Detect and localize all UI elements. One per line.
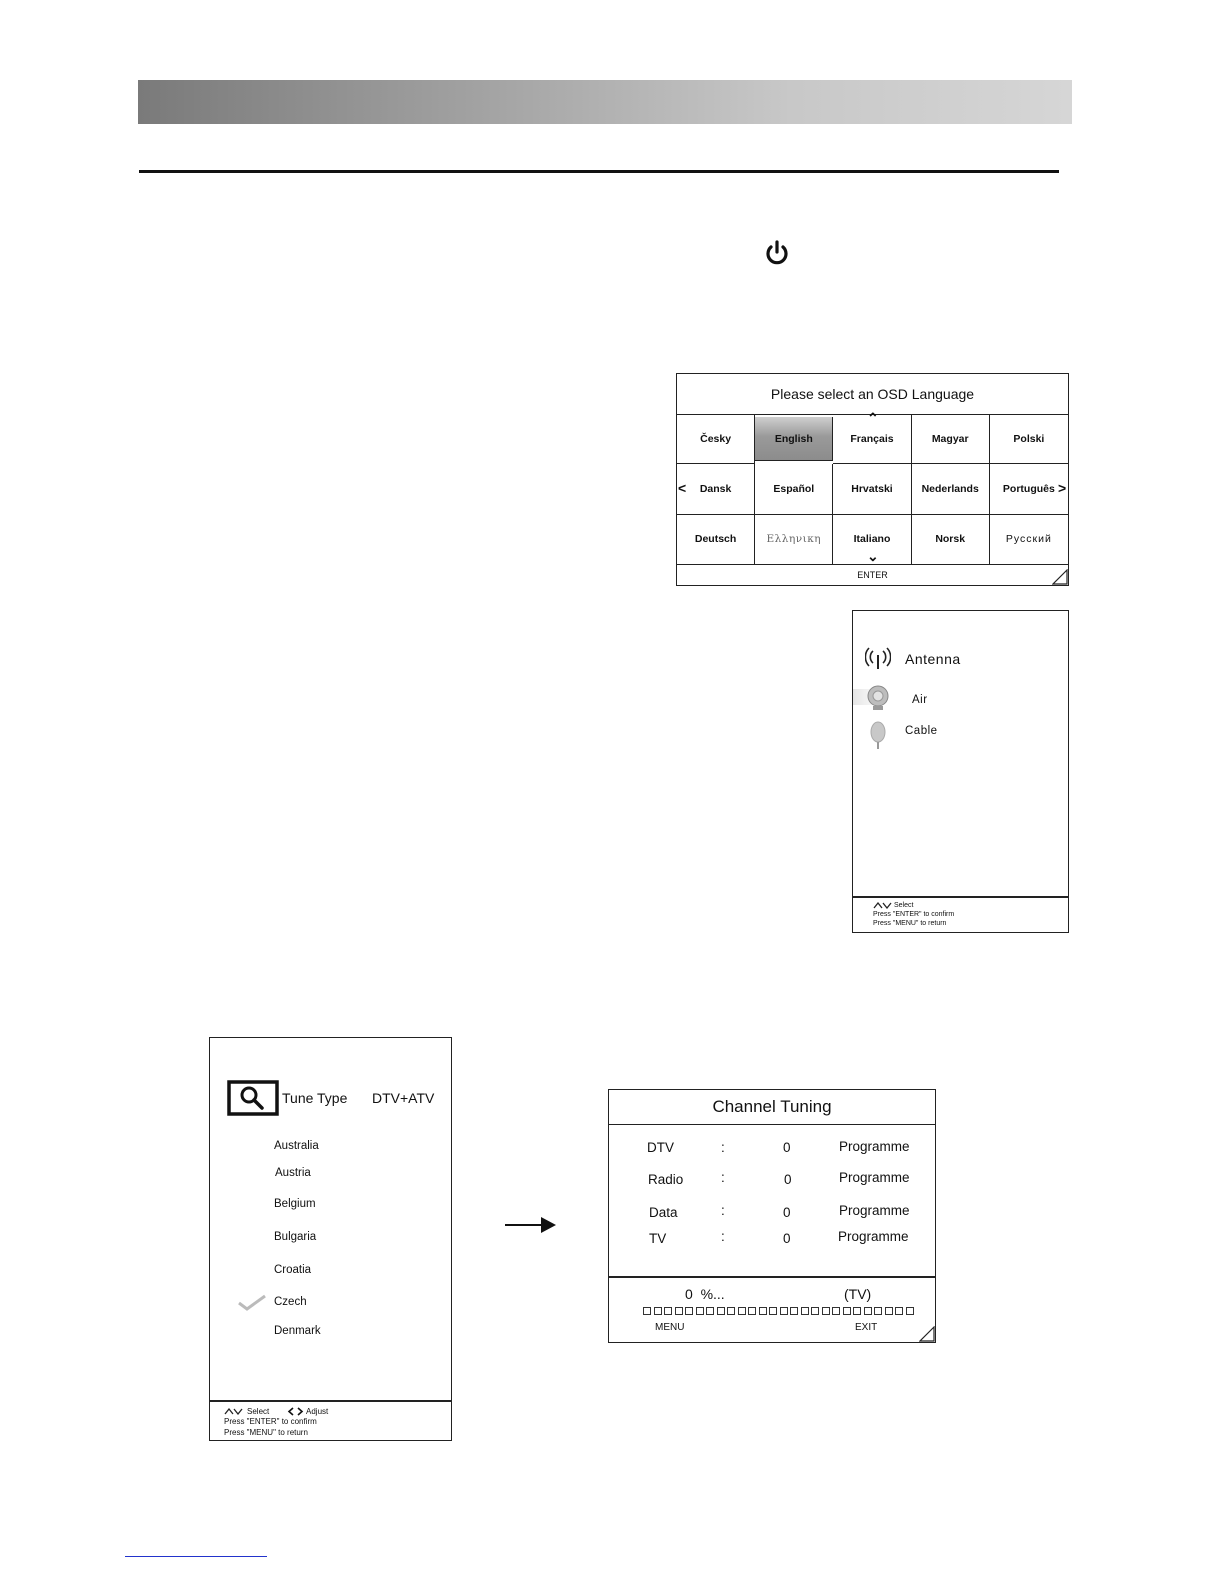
tuning-row-tv	[609, 1231, 935, 1253]
help-return: Press "MENU" to return	[873, 920, 947, 927]
language-option[interactable]: Norsk	[912, 515, 990, 565]
row-sep: :	[721, 1170, 725, 1185]
row-label: Data	[649, 1205, 678, 1220]
row-unit: Programme	[839, 1139, 910, 1154]
language-option[interactable]: Nederlands	[912, 464, 990, 514]
section-header-bar	[138, 80, 1072, 124]
channel-tuning-panel	[608, 1089, 936, 1343]
row-unit: Programme	[839, 1170, 910, 1185]
language-option[interactable]: English	[755, 417, 833, 461]
row-unit: Programme	[839, 1203, 910, 1218]
left-arrow-icon: <	[678, 480, 687, 496]
row-label: TV	[649, 1231, 667, 1246]
exit-button[interactable]: EXIT	[855, 1322, 878, 1333]
help-adjust: Adjust	[306, 1407, 329, 1416]
progress-segment	[811, 1307, 819, 1315]
up-down-arrows-icon	[224, 1408, 244, 1415]
tune-type-value[interactable]: DTV+ATV	[372, 1090, 435, 1106]
progress-segment	[790, 1307, 798, 1315]
country-item[interactable]: Bulgaria	[274, 1231, 317, 1243]
osd-language-panel	[676, 373, 1069, 586]
progress-segment	[696, 1307, 704, 1315]
antenna-option-cable[interactable]: Cable	[905, 725, 938, 737]
progress-segment	[685, 1307, 693, 1315]
progress-segment	[874, 1307, 882, 1315]
antenna-icon	[865, 647, 891, 671]
row-label: Radio	[648, 1172, 684, 1187]
country-item[interactable]: Australia	[274, 1140, 319, 1152]
search-icon	[227, 1080, 279, 1116]
language-option[interactable]: Italiano	[833, 515, 911, 565]
tune-type-panel	[209, 1037, 452, 1441]
help-divider	[210, 1400, 451, 1402]
right-arrow-icon: >	[1058, 480, 1067, 496]
cable-icon	[867, 720, 889, 750]
progress-bar	[643, 1307, 914, 1315]
language-option[interactable]: Deutsch	[677, 515, 755, 565]
progress-segment	[717, 1307, 725, 1315]
row-count: 0	[783, 1140, 791, 1155]
row-count: 0	[783, 1231, 791, 1246]
tuning-row-dtv	[609, 1140, 935, 1162]
antenna-panel	[852, 610, 1069, 933]
channel-tuning-title: Channel Tuning	[609, 1090, 935, 1125]
row-sep: :	[721, 1229, 725, 1244]
progress-segment	[643, 1307, 651, 1315]
language-option[interactable]: Ελληνικη	[755, 515, 833, 565]
help-select: Select	[894, 902, 914, 909]
osd-language-title: Please select an OSD Language	[677, 374, 1068, 415]
antenna-title: Antenna	[905, 651, 961, 667]
right-arrow-icon	[505, 1215, 557, 1235]
country-item-selected[interactable]: Czech	[274, 1296, 307, 1308]
page-corner-icon	[1052, 569, 1068, 585]
satellite-dish-icon	[865, 684, 891, 712]
tune-type-label: Tune Type	[282, 1090, 348, 1106]
up-down-arrows-icon	[873, 902, 893, 909]
left-right-arrows-icon	[287, 1407, 305, 1416]
tuning-row-radio	[609, 1172, 935, 1194]
antenna-option-air[interactable]: Air	[912, 694, 928, 706]
menu-button[interactable]: MENU	[655, 1322, 685, 1333]
progress-segment	[895, 1307, 903, 1315]
checkmark-icon	[237, 1293, 267, 1311]
progress-segment	[727, 1307, 735, 1315]
language-grid	[677, 414, 1068, 565]
row-label: DTV	[647, 1140, 674, 1155]
tuning-type-label: (TV)	[844, 1286, 872, 1302]
country-item[interactable]: Denmark	[274, 1325, 321, 1337]
row-sep: :	[721, 1140, 725, 1155]
progress-segment	[853, 1307, 861, 1315]
language-option[interactable]: Polski	[990, 414, 1068, 464]
tuning-row-data	[609, 1205, 935, 1227]
row-count: 0	[783, 1205, 791, 1220]
progress-segment	[675, 1307, 683, 1315]
progress-segment	[759, 1307, 767, 1315]
row-sep: :	[721, 1203, 725, 1218]
row-count: 0	[784, 1172, 792, 1187]
country-item[interactable]: Belgium	[274, 1198, 316, 1210]
down-arrow-icon: ⌄	[867, 548, 879, 564]
progress-segment	[654, 1307, 662, 1315]
help-divider	[853, 896, 1068, 898]
language-option[interactable]: Русский	[990, 515, 1068, 565]
help-select: Select	[247, 1407, 270, 1416]
progress-segment	[822, 1307, 830, 1315]
help-confirm: Press "ENTER" to confirm	[224, 1417, 317, 1426]
help-return: Press "MENU" to return	[224, 1428, 308, 1437]
progress-segment	[738, 1307, 746, 1315]
progress-segment	[748, 1307, 756, 1315]
help-confirm: Press "ENTER" to confirm	[873, 911, 955, 918]
language-option[interactable]: Français	[833, 414, 911, 464]
section-divider	[139, 170, 1059, 173]
up-arrow-icon: ⌃	[867, 410, 879, 426]
progress-segment	[801, 1307, 809, 1315]
language-option[interactable]: Česky	[677, 414, 755, 464]
progress-segment	[664, 1307, 672, 1315]
progress-segment	[843, 1307, 851, 1315]
progress-segment	[706, 1307, 714, 1315]
progress-segment	[885, 1307, 893, 1315]
power-icon	[762, 238, 792, 268]
language-option[interactable]: Português	[990, 464, 1068, 514]
progress-segment	[864, 1307, 872, 1315]
language-option[interactable]: Hrvatski	[833, 464, 911, 514]
page-corner-icon	[919, 1326, 935, 1342]
progress-text: 0 %...	[685, 1286, 725, 1302]
language-option[interactable]: Magyar	[912, 414, 990, 464]
row-unit: Programme	[838, 1229, 909, 1244]
country-item[interactable]: Austria	[275, 1167, 311, 1179]
country-item[interactable]: Croatia	[274, 1264, 312, 1276]
progress-segment	[832, 1307, 840, 1315]
footer-underline	[125, 1556, 267, 1557]
progress-segment	[769, 1307, 777, 1315]
progress-divider	[609, 1276, 935, 1278]
progress-segment	[780, 1307, 788, 1315]
language-option[interactable]: Dansk	[677, 464, 755, 514]
progress-segment	[906, 1307, 914, 1315]
language-option[interactable]: Español	[755, 464, 833, 514]
enter-label: ENTER	[857, 570, 888, 580]
